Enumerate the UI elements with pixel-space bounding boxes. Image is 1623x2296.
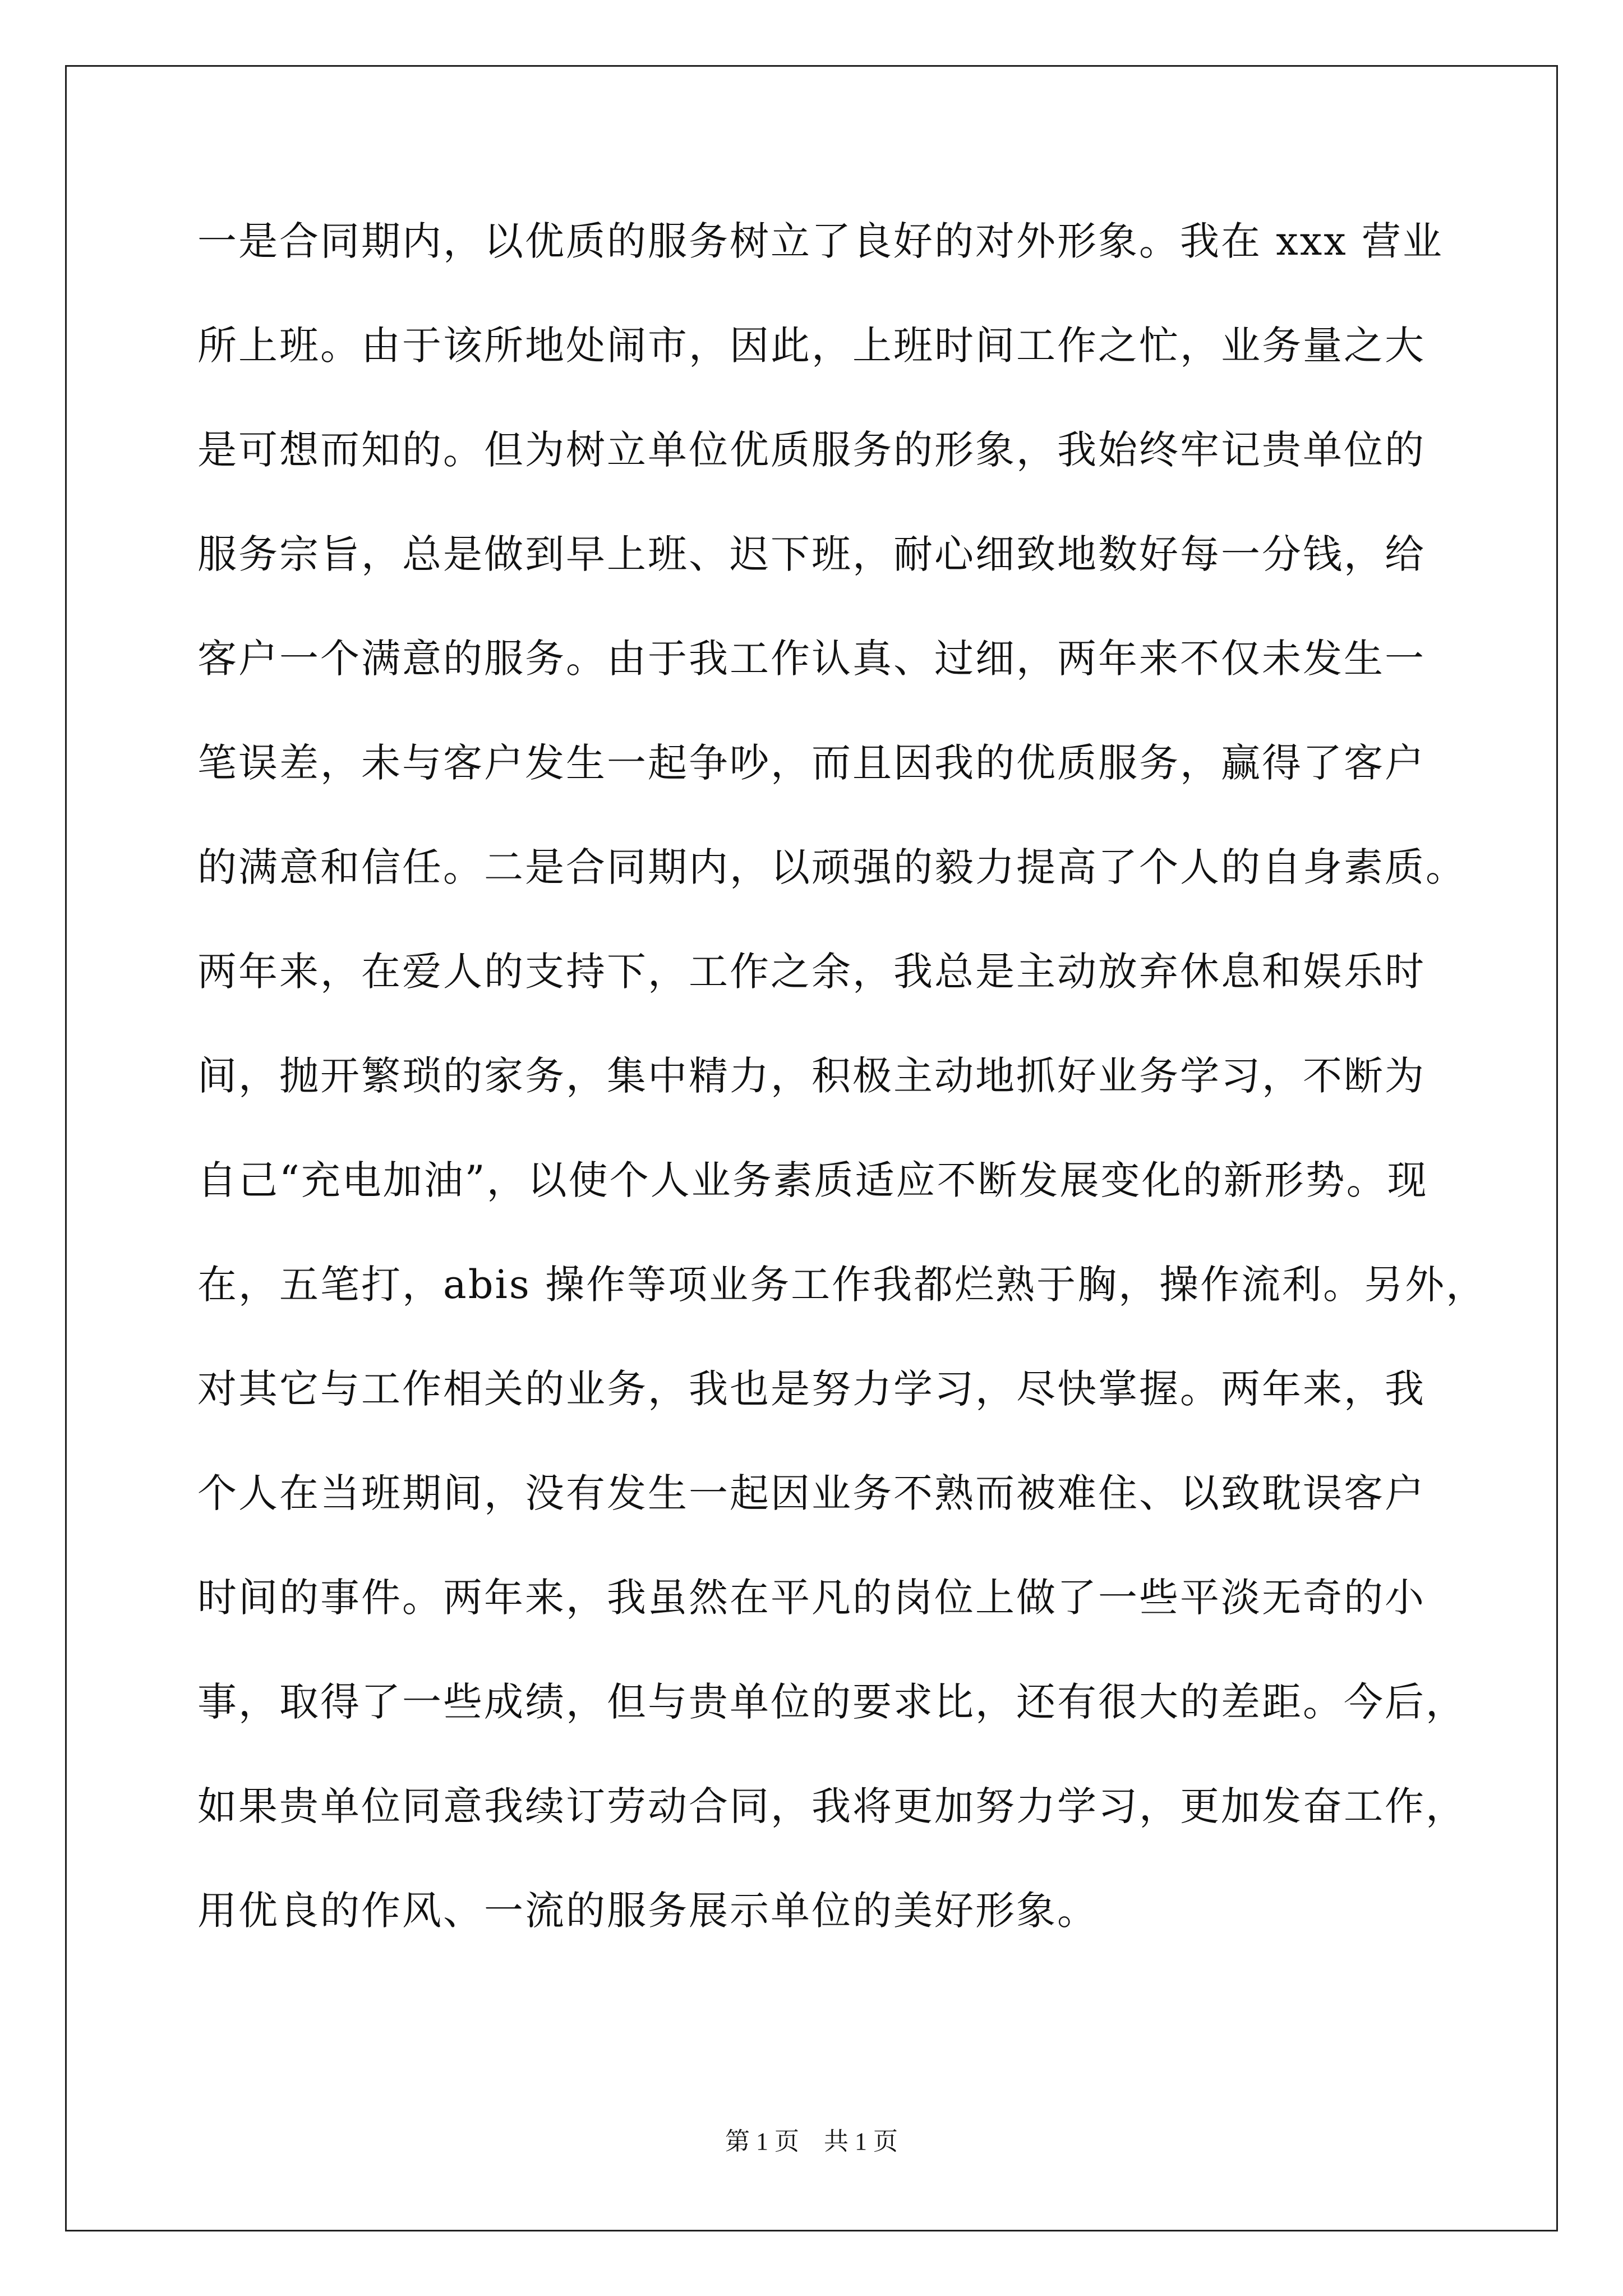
text-line: 个人在当班期间，没有发生一起因业务不熟而被难住、以致耽误客户 [197, 1470, 1426, 1516]
text-line: 用优良的作风、一流的服务展示单位的美好形象。 [197, 1888, 1098, 1934]
text-line: 客户一个满意的服务。由于我工作认真、过细，两年来不仅未发生一 [197, 636, 1426, 682]
page-number-footer: 第 1 页 共 1 页 [725, 2128, 898, 2155]
text-line: 两年来，在爱人的支持下，工作之余，我总是主动放弃休息和娱乐时 [197, 949, 1426, 995]
text-line: 一是合同期内，以优质的服务树立了良好的对外形象。我在 xxx 营业 [197, 218, 1444, 264]
text-line: 所上班。由于该所地处闹市，因此，上班时间工作之忙，业务量之大 [197, 323, 1426, 369]
text-line: 对其它与工作相关的业务，我也是努力学习，尽快掌握。两年来，我 [197, 1366, 1426, 1412]
text-line: 在，五笔打，abis 操作等项业务工作我都烂熟于胸，操作流利。另外， [197, 1262, 1487, 1308]
text-line: 的满意和信任。二是合同期内，以顽强的毅力提高了个人的自身素质。 [197, 844, 1467, 890]
text-line: 是可想而知的。但为树立单位优质服务的形象，我始终牢记贵单位的 [197, 427, 1426, 473]
text-line: 自己“充电加油”，以使个人业务素质适应不断发展变化的新形势。现 [197, 1157, 1428, 1203]
text-line: 如果贵单位同意我续订劳动合同，我将更加努力学习，更加发奋工作， [197, 1783, 1467, 1829]
text-line: 笔误差，未与客户发生一起争吵，而且因我的优质服务，赢得了客户 [197, 740, 1426, 786]
text-line: 时间的事件。两年来，我虽然在平凡的岗位上做了一些平淡无奇的小 [197, 1575, 1426, 1621]
text-line: 间，抛开繁琐的家务，集中精力，积极主动地抓好业务学习，不断为 [197, 1053, 1426, 1099]
text-line: 服务宗旨，总是做到早上班、迟下班，耐心细致地数好每一分钱，给 [197, 531, 1426, 577]
text-line: 事，取得了一些成绩，但与贵单位的要求比，还有很大的差距。今后， [197, 1679, 1467, 1725]
